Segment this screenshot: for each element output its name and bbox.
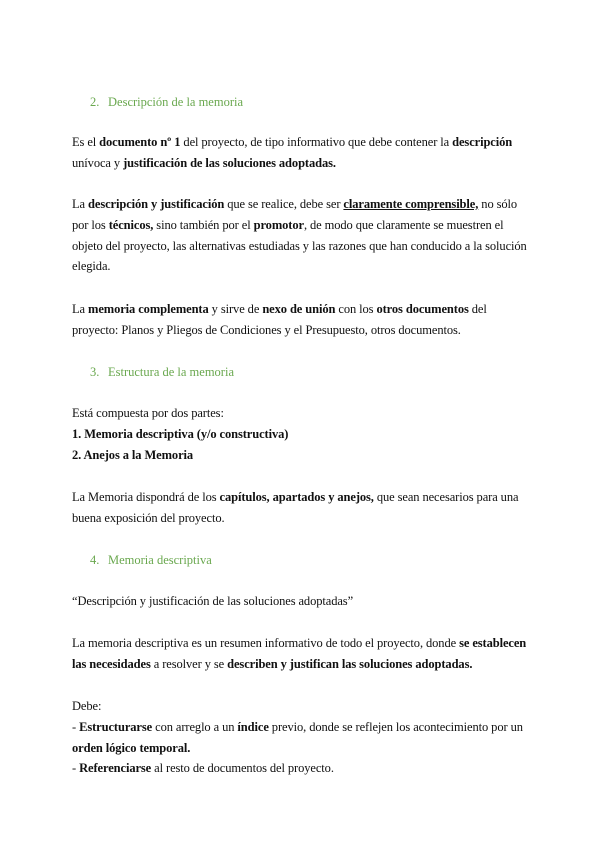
dash: - xyxy=(72,761,80,776)
text: que se realice, debe ser xyxy=(224,197,344,211)
section-number: 3. xyxy=(90,365,100,379)
text: , de modo que claramente se muestren el objeto del proyecto, las alternativas estudiadas y las razones que han conducido a la solución elegida. xyxy=(72,217,527,274)
paragraph-chapters xyxy=(72,487,532,529)
bold-text: se establecen las necesidades xyxy=(72,636,527,671)
text: La xyxy=(72,197,89,211)
paragraph-definition xyxy=(72,132,532,174)
text: y sirve de xyxy=(208,302,263,316)
bold-text: Referenciarse xyxy=(79,761,152,776)
bold-text: otros documentos xyxy=(376,302,469,316)
text: del proyecto: Planos y Pliegos de Condiciones y el Presupuesto, otros documentos. xyxy=(72,302,487,337)
bold-text: orden lógico temporal. xyxy=(72,740,191,755)
text: La xyxy=(72,302,89,316)
bold-text: descripción xyxy=(452,135,513,149)
paragraph-description xyxy=(72,194,532,277)
section-number: 2. xyxy=(90,95,100,109)
paragraph-quote xyxy=(72,591,532,612)
text: previo, donde se reflejen los acontecimiento por un xyxy=(268,719,523,734)
paragraph-complement xyxy=(72,299,532,341)
text: que sean necesarios para una buena exposición del proyecto. xyxy=(72,490,519,525)
text: con arreglo a un xyxy=(152,719,238,734)
list-item xyxy=(72,758,532,779)
section-number: 4. xyxy=(90,553,100,567)
list-item: 1. Memoria descriptiva (y/o constructiva) xyxy=(72,426,289,441)
bold-text: técnicos, xyxy=(108,217,154,232)
bold-text: documento nº 1 xyxy=(99,135,181,149)
bold-text: memoria complementa xyxy=(88,302,209,316)
text: unívoca y xyxy=(72,155,124,170)
quote-text: “Descripción y justificación de las soluciones adoptadas” xyxy=(72,594,354,608)
paragraph-requirements xyxy=(72,696,532,779)
text: con los xyxy=(335,302,377,316)
text: sino también por el xyxy=(153,217,254,232)
bold-text: capítulos, apartados y anejos, xyxy=(219,490,374,504)
section-heading-2 xyxy=(90,94,243,110)
text: al resto de documentos del proyecto. xyxy=(151,761,334,776)
section-title: Memoria descriptiva xyxy=(108,553,212,567)
paragraph-structure xyxy=(72,403,532,465)
underlined-bold-text: claramente comprensible, xyxy=(343,197,479,211)
bold-text: Estructurarse xyxy=(79,719,153,734)
text: no sólo por los xyxy=(72,197,518,232)
text: La memoria descriptiva es un resumen informativo de todo el proyecto, donde xyxy=(72,636,460,650)
text: del proyecto, de tipo informativo que debe contener la xyxy=(180,135,453,149)
text: Debe: xyxy=(72,699,102,713)
text: a resolver y se xyxy=(150,656,228,671)
text: La Memoria dispondrá de los xyxy=(72,490,220,504)
section-title: Estructura de la memoria xyxy=(108,365,234,379)
list-item: 2. Anejos a la Memoria xyxy=(72,447,194,462)
paragraph-summary xyxy=(72,633,532,675)
section-heading-4 xyxy=(90,552,212,568)
dash: - xyxy=(72,719,80,734)
list-item xyxy=(72,717,532,759)
section-heading-3 xyxy=(90,364,234,380)
bold-text: nexo de unión xyxy=(262,302,336,316)
text: Está compuesta por dos partes: xyxy=(72,406,224,420)
bold-text: índice xyxy=(237,719,269,734)
text: Es el xyxy=(72,135,100,149)
bold-text: describen y justifican las soluciones adoptadas. xyxy=(227,656,473,671)
bold-text: promotor xyxy=(253,217,304,232)
bold-text: descripción y justificación xyxy=(88,197,225,211)
bold-text: justificación de las soluciones adoptadas. xyxy=(123,155,336,170)
section-title: Descripción de la memoria xyxy=(108,95,244,109)
